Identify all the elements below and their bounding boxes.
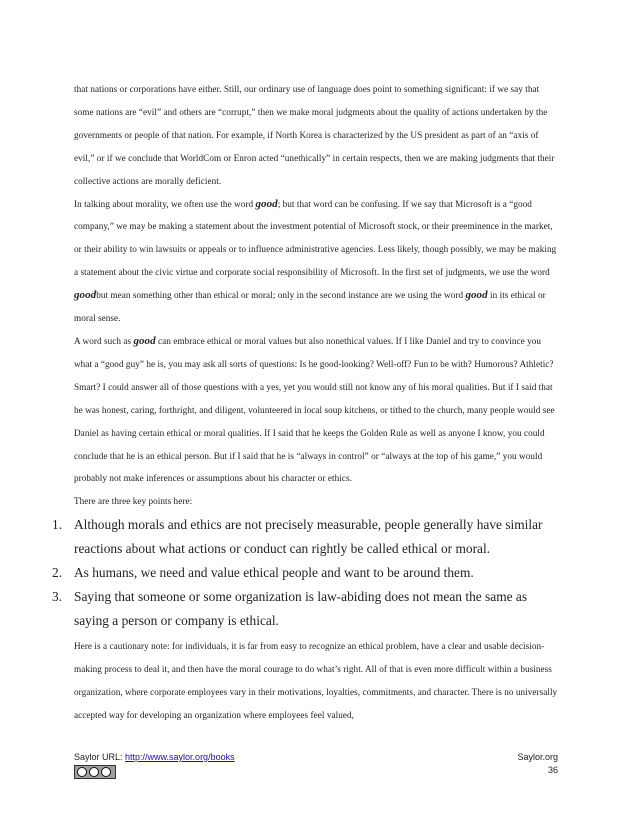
- list-item: [52, 561, 560, 585]
- cc-circle-icon: [77, 767, 87, 777]
- list-number: 2.: [52, 565, 63, 581]
- list-item: [52, 585, 560, 633]
- text-run: but mean something other than ethical or moral; only in the second instance are we using the word: [96, 290, 466, 301]
- paragraph-1: that nations or corporations have either. Still, our ordinary use of language does point to something significant: if we say that some nations are “evil” and others are “corrupt,” then we make moral judgments about the quality of actions undertaken by the governments or people of that nation. For example, if North Korea is characterized by the US president as part of an “axis of evil,” or if we conclude that WorldCom or Enron acted “unethically” in certain respects, then we are making judgments that their collective actions are morally deficient.: [74, 84, 555, 186]
- list-item-text: As humans, we need and value ethical people and want to be around them.: [74, 565, 474, 581]
- list-number: 1.: [52, 517, 63, 533]
- text-run: in its ethical or moral sense.: [74, 290, 546, 324]
- text-run: ; but that word can be confusing. If we say that Microsoft is a “good company,” we may be making a statement about the investment potential of Microsoft stock, or their preeminence in the market, or their ability to win lawsuits or appeals or to influence administrative agencies. Less likely, though possibly, we may be making a statement about the civic virtue and corporate social responsibility of Microsoft. In the first set of judgments, we use the word: [74, 198, 557, 278]
- paragraph-3: [74, 330, 560, 490]
- text-run: can embrace ethical or moral values but also nonethical values. If I like Daniel and try to convince you what a “good guy” he is, you may ask all sorts of questions: Is he good-looking? Well-off? Fun to be with? Humorous? Athletic? Smart? I could answer all of those questions with a yes, yet you would still not know any of his moral qualities. But if I said that he was honest, caring, forthright, and diligent, volunteered in local soup kitchens, or tithed to the church, many people would see Daniel as having certain ethical or moral qualities. If I said that he keeps the Golden Rule as well as anyone I know, you could conclude that he is an ethical person. But if I said that he is “always in control” or “always at the top of his game,” you would probably not make inferences or assumptions about his character or ethics.: [74, 335, 555, 484]
- paragraph-4: There are three key points here:: [74, 496, 193, 507]
- body-text: [52, 78, 560, 727]
- list-item: [52, 513, 560, 561]
- source-link[interactable]: http://www.saylor.org/books: [125, 752, 235, 762]
- creative-commons-icon: [74, 765, 116, 779]
- by-circle-icon: [89, 767, 99, 777]
- publisher-name: Saylor.org: [517, 752, 558, 762]
- source-label: Saylor URL:: [74, 752, 126, 762]
- paragraph-5: Here is a cautionary note: for individuals, it is far from easy to recognize an ethical problem, have a clear and usable decision-making process to deal it, and then have the moral courage to do what’s right. All of that is even more difficult within a business organization, where corporate employees vary in their motivations, loyalties, commitments, and character. There is no universally accepted way for developing an organization where employees feel valued,: [74, 641, 558, 720]
- emphasized-word: good: [255, 197, 278, 210]
- text-run: In talking about morality, we often use the word: [74, 198, 256, 209]
- list-item-text: Although morals and ethics are not precisely measurable, people generally have similar reactions about what actions or conduct can rightly be called ethical or moral.: [74, 517, 543, 557]
- emphasized-word: good: [465, 289, 488, 302]
- list-number: 3.: [52, 589, 63, 605]
- nc-circle-icon: [101, 767, 111, 777]
- paragraph-2: [74, 193, 560, 330]
- emphasized-word: good: [133, 334, 156, 347]
- key-points-list: [52, 513, 560, 633]
- source-line: [74, 752, 235, 762]
- list-item-text: Saying that someone or some organization is law-abiding does not mean the same as saying a person or company is ethical.: [74, 589, 528, 629]
- emphasized-word: good: [74, 289, 97, 302]
- page-number: 36: [547, 765, 558, 775]
- text-run: A word such as: [74, 335, 134, 346]
